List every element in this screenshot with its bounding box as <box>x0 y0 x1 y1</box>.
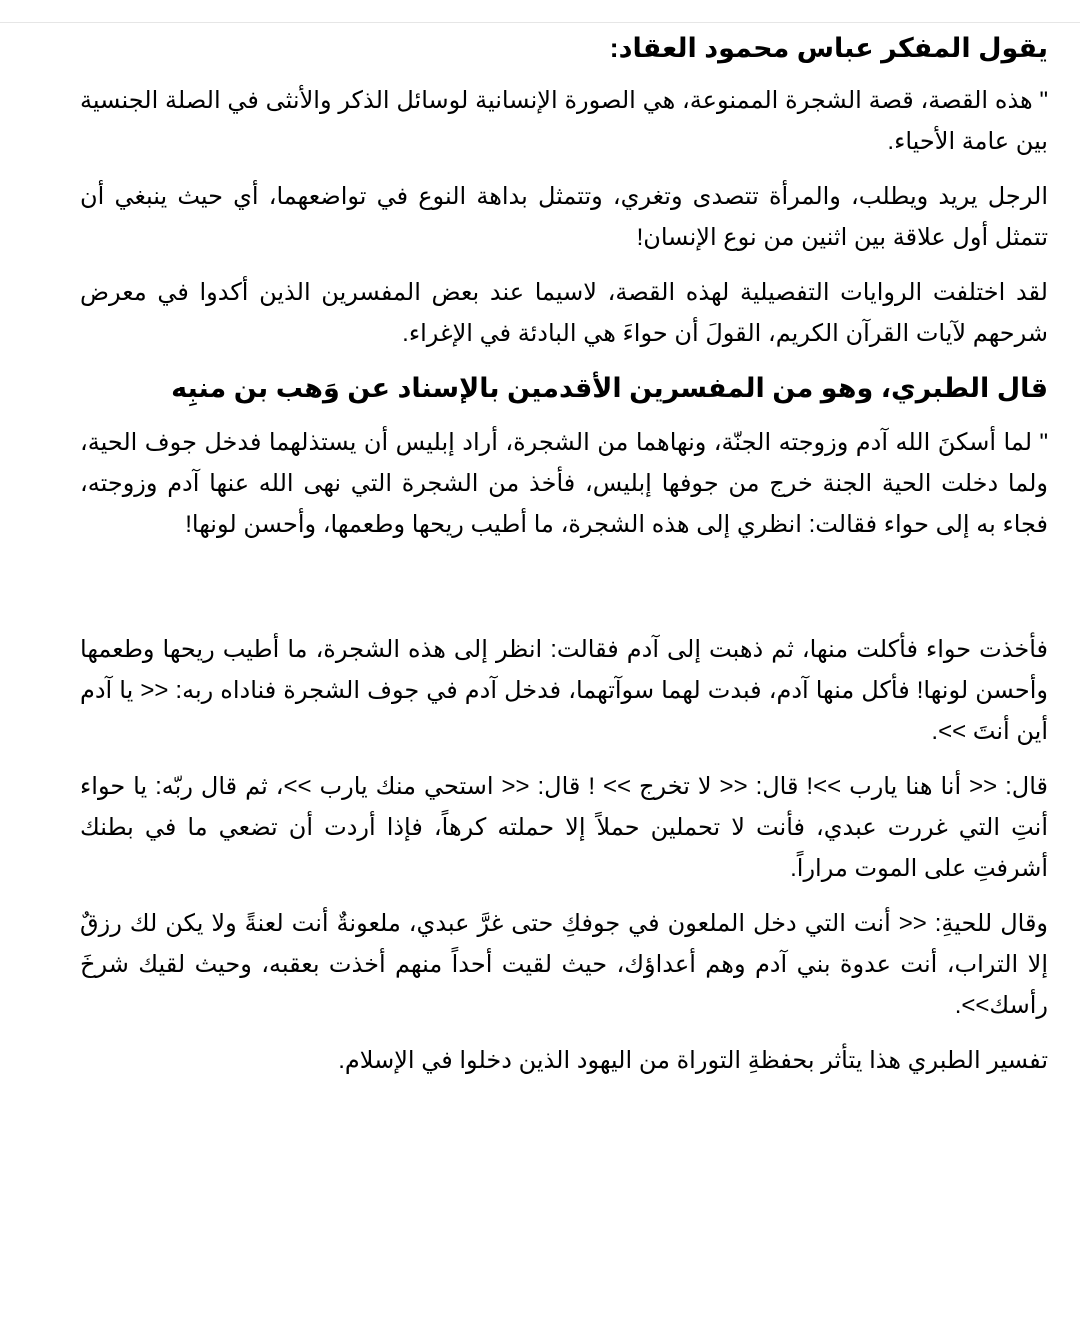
paragraph: وقال للحيةِ: << أنت التي دخل الملعون في جوفكِ حتى غرَّ عبدي، ملعونةٌ أنت لعنةً ولا يكن لك رزقٌ إلا التراب، أنت عدوة بني آدم وهم أعداؤك، حيث لقيت أحداً منهم أخذت بعقبه، وحيث لقيك شرخَ رأسك>>. <box>80 910 1049 1019</box>
heading-tabari-narration: قال الطبري، وهو من المفسرين الأقدمين بالإسناد عن وَهب بن منبِه <box>171 373 1048 403</box>
paragraph: الرجل يريد ويطلب، والمرأة تتصدى وتغري، وتتمثل بداهة النوع في تواضعهما، أي حيث ينبغي أن تتمثل أول علاقة بين اثنين من نوع الإنسان! <box>80 183 1048 251</box>
top-divider <box>0 22 1080 23</box>
heading-aqqad-quote: يقول المفكر عباس محمود العقاد: <box>609 33 1048 63</box>
document-body <box>80 28 1048 1095</box>
paragraph: فأخذت حواء فأكلت منها، ثم ذهبت إلى آدم فقالت: انظر إلى هذه الشجرة، ما أطيب ريحها وطعمها وأحسن لونها! فأكل منها آدم، فبدت لهما سوآتهما، فدخل آدم في جوف الشجرة فناداه ربه: << يا آدم أين أنتَ >>. <box>80 636 1048 745</box>
paragraph: قال: << أنا هنا يارب >>! قال: << لا تخرج >> ! قال: << استحي منك يارب >>، ثم قال ربّه: يا حواء أنتِ التي غررت عبدي، فأنت لا تحملين حملاً إلا حملته كرهاً، فإذا أردت أن تضعي ما في بطنك أشرفتِ على الموت مراراً. <box>80 773 1048 882</box>
paragraph: لقد اختلفت الروايات التفصيلية لهذه القصة، لاسيما عند بعض المفسرين الذين أكدوا في معرض شرحهم لآيات القرآن الكريم، القولَ أن حواءَ هي البادئة في الإغراء. <box>80 279 1048 347</box>
blank-gap <box>80 559 1048 629</box>
paragraph: تفسير الطبري هذا يتأثر بحفظةِ التوراة من اليهود الذين دخلوا في الإسلام. <box>338 1047 1048 1074</box>
paragraph: " هذه القصة، قصة الشجرة الممنوعة، هي الصورة الإنسانية لوسائل الذكر والأنثى في الصلة الجنسية بين عامة الأحياء. <box>80 87 1048 155</box>
paragraph: " لما أسكنَ الله آدم وزوجته الجنّة، ونهاهما من الشجرة، أراد إبليس أن يستذلهما فدخل جوف الحية، ولما دخلت الحية الجنة خرج من جوفها إبليس، فأخذ من الشجرة التي نهى الله عنها آدم وزوجته، فجاء به إلى حواء فقالت: انظري إلى هذه الشجرة، ما أطيب ريحها وطعمها، وأحسن لونها! <box>80 429 1048 538</box>
